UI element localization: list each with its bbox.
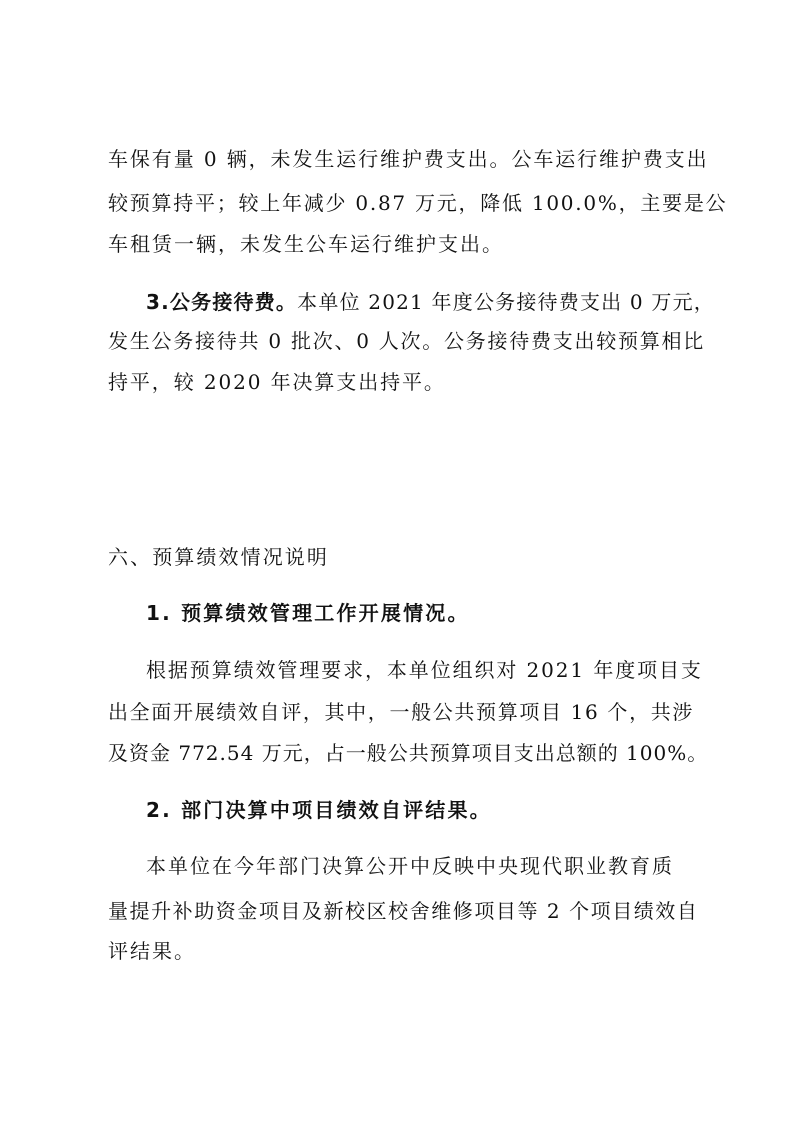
section-six-sub2-line-3: 评结果。 (108, 939, 196, 963)
section-six-sub2-line-2: 量提升补助资金项目及新校区校舍维修项目等 2 个项目绩效自 (108, 899, 699, 923)
section-six-sub1-heading: 1. 预算绩效管理工作开展情况。 (146, 601, 470, 625)
section-six-sub1-line-2: 出全面开展绩效自评，其中，一般公共预算项目 16 个，共涉 (108, 700, 695, 724)
section-six-sub1-line-3: 及资金 772.54 万元，占一般公共预算项目支出总额的 100%。 (108, 741, 709, 765)
section-six-sub2-line-1: 本单位在今年部门决算公开中反映中央现代职业教育质 (146, 854, 674, 878)
reception-paragraph-line-1 (146, 290, 715, 314)
vehicle-paragraph-line-2: 较预算持平；较上年减少 0.87 万元，降低 100.0%，主要是公 (108, 191, 728, 215)
reception-heading: 3.公务接待费。 (146, 290, 298, 314)
section-six-title: 六、预算绩效情况说明 (108, 545, 329, 569)
reception-paragraph-line-3: 持平，较 2020 年决算支出持平。 (108, 370, 446, 394)
section-six-sub1-line-1: 根据预算绩效管理要求，本单位组织对 2021 年度项目支 (146, 658, 703, 682)
vehicle-paragraph-line-3: 车租赁一辆，未发生公车运行维护支出。 (108, 232, 504, 256)
section-six-sub2-heading: 2. 部门决算中项目绩效自评结果。 (146, 798, 492, 822)
reception-paragraph-line-1-text: 本单位 2021 年度公务接待费支出 0 万元， (297, 290, 715, 314)
reception-paragraph-line-2: 发生公务接待共 0 批次、0 人次。公务接待费支出较预算相比 (108, 329, 706, 353)
vehicle-paragraph-line-1: 车保有量 0 辆，未发生运行维护费支出。公车运行维护费支出 (108, 147, 709, 171)
